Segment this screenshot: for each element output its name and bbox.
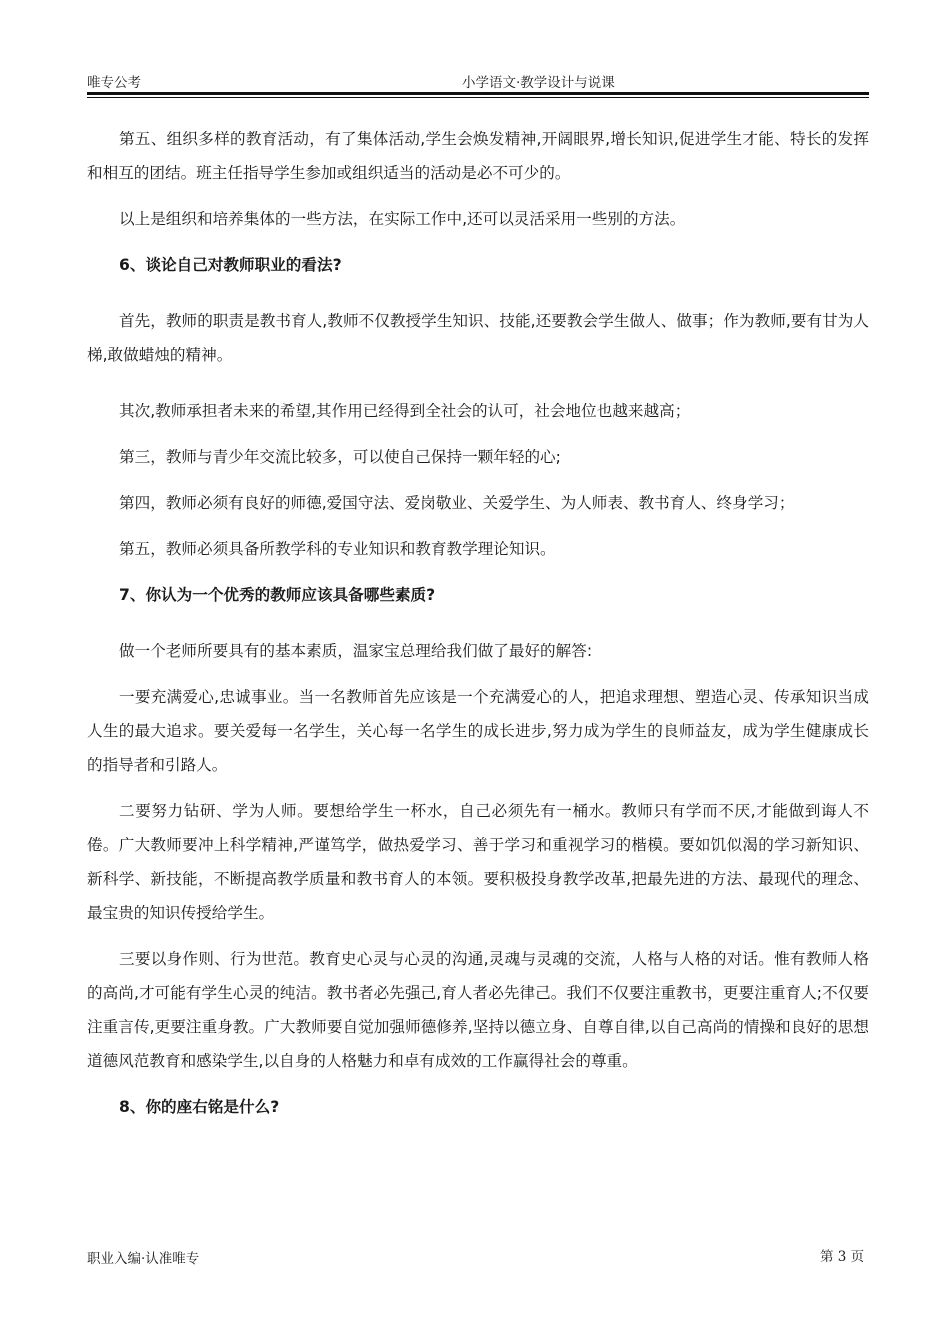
paragraph-lead-by-example: 三要以身作则、行为世范。教育史心灵与心灵的沟通,灵魂与灵魂的交流，人格与人格的对话。惟有教师人格的高尚,才可能有学生心灵的纯洁。教书者必先强己,育人者必先律己。我们不仅要注重教书，更要注重育人;不仅要注重言传,更要注重身教。广大教师要自觉加强师德修养,坚持以德立身、自尊自律,以自己高尚的情操和良好的思想道德风范教育和感染学生,以自身的人格魅力和卓有成效的工作赢得社会的尊重。 xyxy=(87,950,869,1070)
document-body xyxy=(87,122,869,1124)
header-title: 小学语文·教学设计与说课 xyxy=(462,75,615,91)
page-header xyxy=(87,71,869,91)
paragraph-first-duty: 首先，教师的职责是教书育人,教师不仅教授学生知识、技能,还要教会学生做人、做事；作为教师,要有甘为人梯,敢做蜡烛的精神。 xyxy=(87,312,869,364)
paragraph-love-career: 一要充满爱心,忠诚事业。当一名教师首先应该是一个充满爱心的人，把追求理想、塑造心灵、传承知识当成人生的最大追求。要关爱每一名学生，关心每一名学生的成长进步,努力成为学生的良师益友，成为学生健康成长的指导者和引路人。 xyxy=(87,688,869,774)
header-divider-thin xyxy=(87,97,869,98)
heading-question-6: 6、谈论自己对教师职业的看法? xyxy=(119,256,342,274)
paragraph-organize-activities: 第五、组织多样的教育活动，有了集体活动,学生会焕发精神,开阔眼界,增长知识,促进学生才能、特长的发挥和相互的团结。班主任指导学生参加或组织适当的活动是必不可少的。 xyxy=(87,130,869,182)
page-number: 第 3 页 xyxy=(820,1249,865,1265)
paragraph-fourth-ethics: 第四，教师必须有良好的师德,爱国守法、爱岗敬业、关爱学生、为人师表、教书育人、终身学习； xyxy=(119,494,795,512)
paragraph-study-hard: 二要努力钻研、学为人师。要想给学生一杯水，自己必须先有一桶水。教师只有学而不厌,才能做到诲人不倦。广大教师要冲上科学精神,严谨笃学，做热爱学习、善于学习和重视学习的楷模。要如饥似渴的学习新知识、新科学、新技能，不断提高教学质量和教书育人的本领。要积极投身教学改革,把最先进的方法、最现代的理念、最宝贵的知识传授给学生。 xyxy=(87,802,869,922)
footer-slogan: 职业入编·认准唯专 xyxy=(87,1251,200,1267)
header-brand: 唯专公考 xyxy=(87,75,141,91)
header-divider-thick xyxy=(87,92,869,95)
heading-question-8: 8、你的座右铭是什么? xyxy=(119,1098,280,1116)
paragraph-second-hope: 其次,教师承担者未来的希望,其作用已经得到全社会的认可，社会地位也越来越高； xyxy=(119,402,691,420)
paragraph-third-youth: 第三，教师与青少年交流比较多，可以使自己保持一颗年轻的心; xyxy=(119,448,561,466)
paragraph-basic-qualities: 做一个老师所要具有的基本素质，温家宝总理给我们做了最好的解答: xyxy=(119,642,593,660)
heading-question-7: 7、你认为一个优秀的教师应该具备哪些素质? xyxy=(119,586,436,604)
paragraph-fifth-knowledge: 第五，教师必须具备所教学科的专业知识和教育教学理论知识。 xyxy=(119,540,556,558)
paragraph-collective-methods: 以上是组织和培养集体的一些方法，在实际工作中,还可以灵活采用一些别的方法。 xyxy=(119,210,686,228)
